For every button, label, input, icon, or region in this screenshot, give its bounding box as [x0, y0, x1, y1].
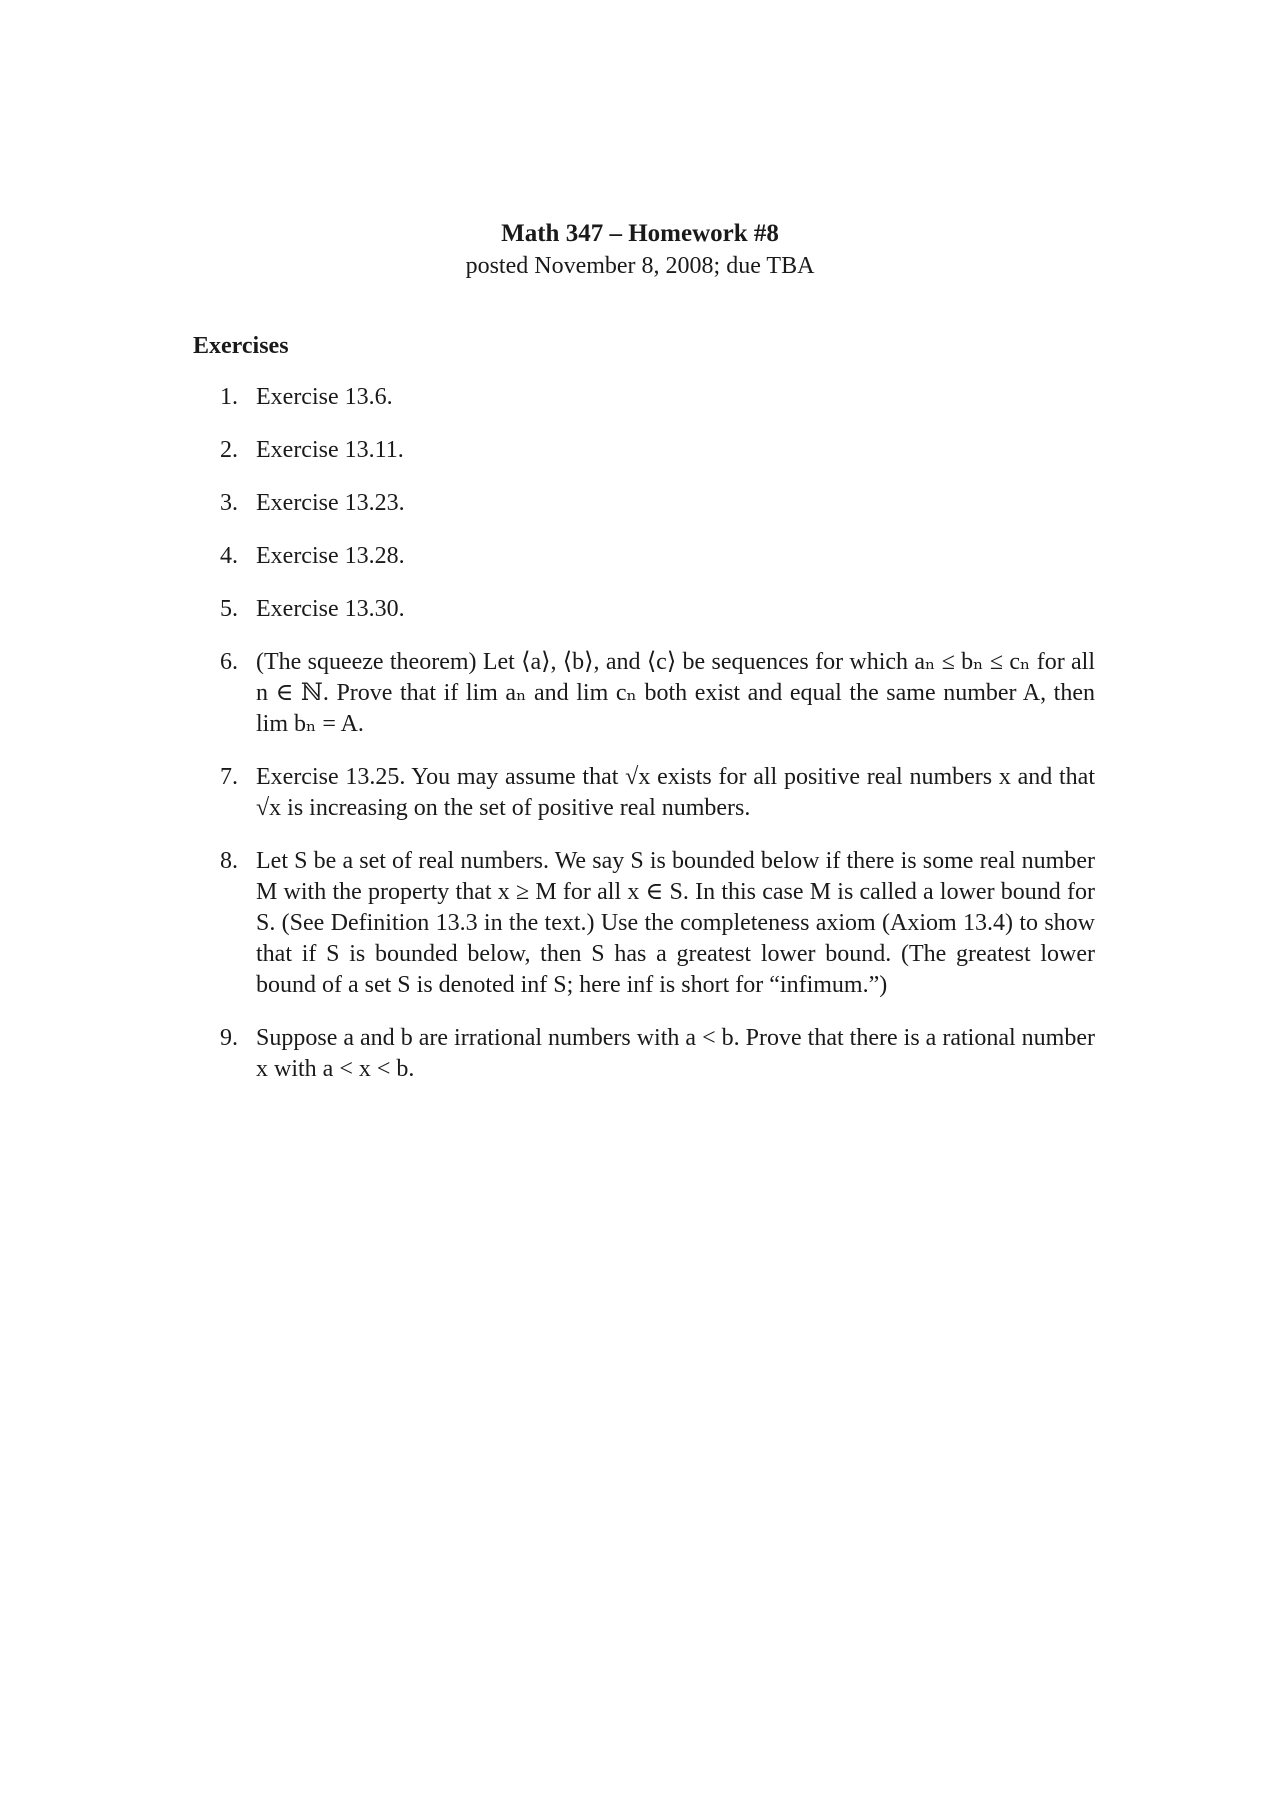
exercise-item-8 — [220, 846, 1095, 1001]
exercise-item-2 — [220, 435, 1095, 466]
exercise-item-1 — [220, 382, 1095, 413]
exercise-item-5 — [220, 594, 1095, 625]
item-number: 8. — [220, 848, 238, 874]
item-text: (The squeeze theorem) Let ⟨a⟩, ⟨b⟩, and ⟨c⟩ be sequences for which aₙ ≤ bₙ ≤ cₙ for all n ∈ ℕ. Prove that if lim aₙ and lim cₙ both exist and equal the same number A, then lim bₙ = A. — [256, 649, 1095, 737]
exercise-item-4 — [220, 541, 1095, 572]
item-text: Exercise 13.30. — [256, 596, 405, 622]
document-subtitle: posted November 8, 2008; due TBA — [465, 253, 815, 279]
document-header — [0, 218, 1280, 282]
item-number: 2. — [220, 437, 238, 463]
item-number: 7. — [220, 764, 238, 790]
item-number: 1. — [220, 384, 238, 410]
exercise-list — [220, 382, 1095, 1107]
item-number: 3. — [220, 490, 238, 516]
item-text: Exercise 13.6. — [256, 384, 393, 410]
item-text: Exercise 13.25. You may assume that √x exists for all positive real numbers x and that √x is increasing on the set of positive real numbers. — [256, 764, 1095, 821]
exercise-item-7 — [220, 762, 1095, 824]
item-number: 6. — [220, 649, 238, 675]
item-text: Exercise 13.28. — [256, 543, 405, 569]
item-number: 4. — [220, 543, 238, 569]
item-number: 9. — [220, 1025, 238, 1051]
exercise-item-3 — [220, 488, 1095, 519]
exercise-item-9 — [220, 1023, 1095, 1085]
item-text: Let S be a set of real numbers. We say S is bounded below if there is some real number M with the property that x ≥ M for all x ∈ S. In this case M is called a lower bound for S. (See Definition 13.3 in the text.) Use the completeness axiom (Axiom 13.4) to show that if S is bounded below, then S has a greatest lower bound. (The greatest lower bound of a set S is denoted inf S; here inf is short for “infimum.”) — [256, 848, 1095, 998]
section-heading: Exercises — [193, 333, 289, 359]
item-text: Exercise 13.11. — [256, 437, 404, 463]
document-title: Math 347 – Homework #8 — [501, 220, 779, 247]
item-text: Exercise 13.23. — [256, 490, 405, 516]
item-number: 5. — [220, 596, 238, 622]
exercise-item-6 — [220, 647, 1095, 740]
item-text: Suppose a and b are irrational numbers with a < b. Prove that there is a rational number x with a < x < b. — [256, 1025, 1095, 1082]
